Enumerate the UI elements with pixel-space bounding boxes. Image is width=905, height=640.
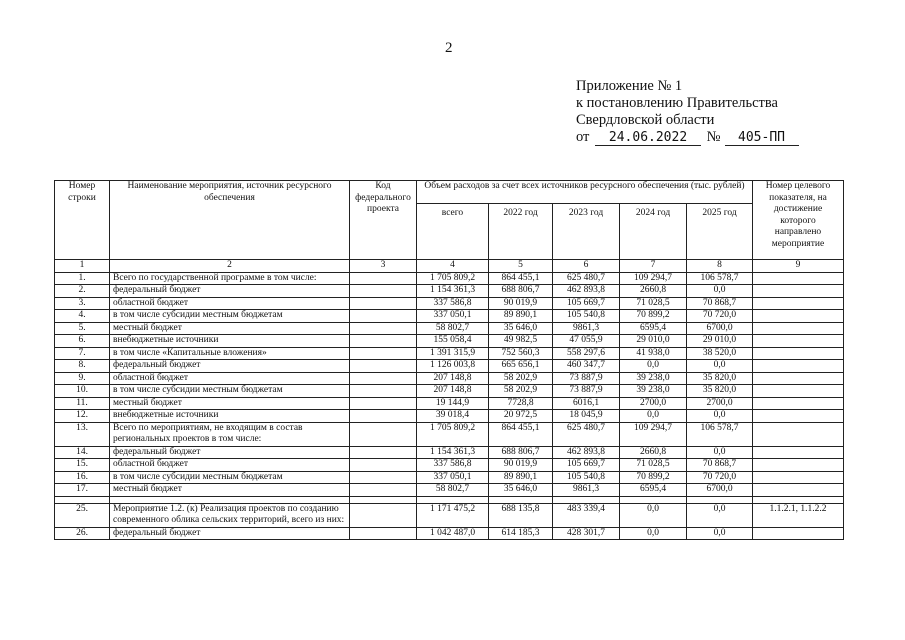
row-2022-cell: 752 560,3 [489, 347, 553, 360]
row-2022-cell: 35 646,0 [489, 484, 553, 497]
table-row [55, 285, 844, 298]
row-total-cell: 337 050,1 [417, 310, 489, 323]
row-2025-cell: 0,0 [687, 446, 753, 459]
row-2025-cell: 70 868,7 [687, 459, 753, 472]
decree-number: 405-ПП [725, 130, 799, 146]
row-number-cell: 12. [55, 410, 110, 423]
row-2025-cell: 0,0 [687, 360, 753, 373]
row-federal-code-cell [350, 360, 417, 373]
row-federal-code-cell [350, 503, 417, 527]
row-2023-cell: 462 893,8 [553, 285, 620, 298]
row-2025-cell: 106 578,7 [687, 422, 753, 446]
row-2025-cell: 2700,0 [687, 397, 753, 410]
row-number-cell: 2. [55, 285, 110, 298]
row-number-cell: 8. [55, 360, 110, 373]
table-row [55, 422, 844, 446]
row-federal-code-cell [350, 446, 417, 459]
page-number: 2 [445, 40, 453, 56]
row-number-cell: 26. [55, 527, 110, 540]
row-total-cell: 1 391 315,9 [417, 347, 489, 360]
header-2025: 2025 год [687, 204, 753, 260]
table-row [55, 335, 844, 348]
gap-cell [417, 496, 489, 503]
gap-cell [753, 496, 844, 503]
row-2025-cell: 0,0 [687, 503, 753, 527]
table-row [55, 272, 844, 285]
row-2022-cell: 58 202,9 [489, 385, 553, 398]
row-name-cell: Мероприятие 1.2. (к) Реализация проектов по созданию современного облика сельских территорий, всего из них: [110, 503, 350, 527]
row-2023-cell: 460 347,7 [553, 360, 620, 373]
table-row [55, 503, 844, 527]
table-row [55, 297, 844, 310]
row-federal-code-cell [350, 484, 417, 497]
row-2022-cell: 35 646,0 [489, 322, 553, 335]
row-2022-cell: 688 135,8 [489, 503, 553, 527]
row-total-cell: 1 154 361,3 [417, 446, 489, 459]
gap-cell [110, 496, 350, 503]
date-prefix: от [576, 129, 590, 145]
index-cell: 8 [687, 260, 753, 273]
row-2025-cell: 35 820,0 [687, 385, 753, 398]
row-name-cell: федеральный бюджет [110, 285, 350, 298]
row-federal-code-cell [350, 422, 417, 446]
row-2024-cell: 70 899,2 [620, 310, 687, 323]
row-number-cell: 1. [55, 272, 110, 285]
row-number-cell: 3. [55, 297, 110, 310]
row-2024-cell: 39 238,0 [620, 372, 687, 385]
row-name-cell: внебюджетные источники [110, 335, 350, 348]
row-2025-cell: 38 520,0 [687, 347, 753, 360]
row-total-cell: 1 126 003,8 [417, 360, 489, 373]
row-federal-code-cell [350, 410, 417, 423]
row-2023-cell: 73 887,9 [553, 372, 620, 385]
row-name-cell: областной бюджет [110, 459, 350, 472]
row-2024-cell: 2660,8 [620, 285, 687, 298]
table-row [55, 471, 844, 484]
gap-cell [553, 496, 620, 503]
row-2025-cell: 35 820,0 [687, 372, 753, 385]
row-name-cell: в том числе «Капитальные вложения» [110, 347, 350, 360]
row-2024-cell: 0,0 [620, 360, 687, 373]
row-federal-code-cell [350, 397, 417, 410]
index-cell: 1 [55, 260, 110, 273]
row-2022-cell: 89 890,1 [489, 471, 553, 484]
gap-cell [55, 496, 110, 503]
row-target-cell [753, 484, 844, 497]
row-2022-cell: 688 806,7 [489, 446, 553, 459]
row-2025-cell: 70 868,7 [687, 297, 753, 310]
row-total-cell: 58 802,7 [417, 484, 489, 497]
row-2023-cell: 18 045,9 [553, 410, 620, 423]
table-row [55, 310, 844, 323]
row-2025-cell: 0,0 [687, 527, 753, 540]
table-row [55, 322, 844, 335]
row-2025-cell: 29 010,0 [687, 335, 753, 348]
row-2024-cell: 109 294,7 [620, 422, 687, 446]
row-name-cell: местный бюджет [110, 397, 350, 410]
row-number-cell: 13. [55, 422, 110, 446]
row-federal-code-cell [350, 310, 417, 323]
row-total-cell: 207 148,8 [417, 385, 489, 398]
row-2025-cell: 0,0 [687, 285, 753, 298]
header-volume: Объем расходов за счет всех источников ресурсного обеспечения (тыс. рублей) [417, 181, 753, 204]
number-prefix: № [706, 129, 721, 145]
index-cell: 3 [350, 260, 417, 273]
row-name-cell: Всего по мероприятиям, не входящим в состав региональных проектов в том числе: [110, 422, 350, 446]
expenditure-table [54, 180, 844, 540]
decree-date: 24.06.2022 [595, 130, 701, 146]
row-2023-cell: 6016,1 [553, 397, 620, 410]
row-target-cell [753, 335, 844, 348]
table-row [55, 410, 844, 423]
index-cell: 5 [489, 260, 553, 273]
row-2022-cell: 58 202,9 [489, 372, 553, 385]
row-total-cell: 337 586,8 [417, 297, 489, 310]
row-2024-cell: 6595,4 [620, 322, 687, 335]
row-2022-cell: 864 455,1 [489, 272, 553, 285]
row-2022-cell: 614 185,3 [489, 527, 553, 540]
row-target-cell [753, 272, 844, 285]
row-number-cell: 11. [55, 397, 110, 410]
row-number-cell: 9. [55, 372, 110, 385]
appendix-date-line [576, 129, 799, 146]
row-name-cell: в том числе субсидии местным бюджетам [110, 385, 350, 398]
row-2025-cell: 6700,0 [687, 322, 753, 335]
row-2022-cell: 90 019,9 [489, 459, 553, 472]
index-cell: 2 [110, 260, 350, 273]
row-name-cell: в том числе субсидии местным бюджетам [110, 310, 350, 323]
row-total-cell: 337 050,1 [417, 471, 489, 484]
header-row [55, 181, 844, 204]
table-row [55, 347, 844, 360]
row-target-cell [753, 446, 844, 459]
row-total-cell: 1 705 809,2 [417, 272, 489, 285]
row-name-cell: внебюджетные источники [110, 410, 350, 423]
row-name-cell: местный бюджет [110, 322, 350, 335]
row-2024-cell: 109 294,7 [620, 272, 687, 285]
row-number-cell: 16. [55, 471, 110, 484]
row-2022-cell: 20 972,5 [489, 410, 553, 423]
row-federal-code-cell [350, 385, 417, 398]
row-number-cell: 15. [55, 459, 110, 472]
row-2023-cell: 625 480,7 [553, 422, 620, 446]
row-total-cell: 1 042 487,0 [417, 527, 489, 540]
row-2023-cell: 428 301,7 [553, 527, 620, 540]
row-target-cell [753, 385, 844, 398]
row-2024-cell: 2660,8 [620, 446, 687, 459]
row-2022-cell: 7728,8 [489, 397, 553, 410]
row-number-cell: 17. [55, 484, 110, 497]
row-2023-cell: 483 339,4 [553, 503, 620, 527]
row-2022-cell: 665 656,1 [489, 360, 553, 373]
row-target-cell [753, 360, 844, 373]
row-target-cell [753, 410, 844, 423]
row-target-cell [753, 372, 844, 385]
appendix-decree: к постановлению Правительства [576, 95, 778, 111]
gap-cell [620, 496, 687, 503]
index-cell: 7 [620, 260, 687, 273]
index-row [55, 260, 844, 273]
row-total-cell: 19 144,9 [417, 397, 489, 410]
header-2023: 2023 год [553, 204, 620, 260]
row-2023-cell: 73 887,9 [553, 385, 620, 398]
row-2023-cell: 105 540,8 [553, 471, 620, 484]
row-2024-cell: 0,0 [620, 527, 687, 540]
row-target-cell [753, 310, 844, 323]
row-name-cell: областной бюджет [110, 372, 350, 385]
row-number-cell: 10. [55, 385, 110, 398]
table-row [55, 527, 844, 540]
row-target-cell [753, 347, 844, 360]
row-2024-cell: 2700,0 [620, 397, 687, 410]
row-federal-code-cell [350, 471, 417, 484]
row-target-cell [753, 297, 844, 310]
table-row [55, 385, 844, 398]
row-2022-cell: 89 890,1 [489, 310, 553, 323]
table-gap-row [55, 496, 844, 503]
header-2022: 2022 год [489, 204, 553, 260]
row-2023-cell: 9861,3 [553, 484, 620, 497]
row-name-cell: федеральный бюджет [110, 527, 350, 540]
table-row [55, 459, 844, 472]
row-2025-cell: 0,0 [687, 410, 753, 423]
row-2023-cell: 462 893,8 [553, 446, 620, 459]
header-2024: 2024 год [620, 204, 687, 260]
row-2025-cell: 70 720,0 [687, 471, 753, 484]
row-number-cell: 4. [55, 310, 110, 323]
row-target-cell [753, 397, 844, 410]
row-2024-cell: 71 028,5 [620, 297, 687, 310]
appendix-region: Свердловской области [576, 112, 715, 128]
row-2023-cell: 625 480,7 [553, 272, 620, 285]
row-federal-code-cell [350, 322, 417, 335]
row-total-cell: 207 148,8 [417, 372, 489, 385]
row-total-cell: 337 586,8 [417, 459, 489, 472]
row-2024-cell: 29 010,0 [620, 335, 687, 348]
row-2022-cell: 49 982,5 [489, 335, 553, 348]
row-target-cell [753, 322, 844, 335]
row-target-cell [753, 527, 844, 540]
row-2025-cell: 70 720,0 [687, 310, 753, 323]
gap-cell [350, 496, 417, 503]
row-total-cell: 58 802,7 [417, 322, 489, 335]
row-2022-cell: 864 455,1 [489, 422, 553, 446]
row-total-cell: 39 018,4 [417, 410, 489, 423]
row-2024-cell: 0,0 [620, 410, 687, 423]
header-total: всего [417, 204, 489, 260]
row-federal-code-cell [350, 285, 417, 298]
row-total-cell: 155 058,4 [417, 335, 489, 348]
appendix-block [576, 78, 799, 146]
row-number-cell: 5. [55, 322, 110, 335]
row-federal-code-cell [350, 335, 417, 348]
row-2025-cell: 106 578,7 [687, 272, 753, 285]
header-row-number: Номер строки [55, 181, 110, 260]
header-federal-code: Код федерального проекта [350, 181, 417, 260]
row-2024-cell: 39 238,0 [620, 385, 687, 398]
row-2024-cell: 70 899,2 [620, 471, 687, 484]
row-name-cell: федеральный бюджет [110, 446, 350, 459]
row-federal-code-cell [350, 272, 417, 285]
row-2023-cell: 47 055,9 [553, 335, 620, 348]
row-name-cell: областной бюджет [110, 297, 350, 310]
table-row [55, 484, 844, 497]
index-cell: 9 [753, 260, 844, 273]
gap-cell [687, 496, 753, 503]
row-2023-cell: 105 669,7 [553, 459, 620, 472]
row-2023-cell: 105 540,8 [553, 310, 620, 323]
row-federal-code-cell [350, 297, 417, 310]
gap-cell [489, 496, 553, 503]
row-name-cell: федеральный бюджет [110, 360, 350, 373]
row-number-cell: 7. [55, 347, 110, 360]
row-2024-cell: 41 938,0 [620, 347, 687, 360]
row-target-cell [753, 285, 844, 298]
row-2023-cell: 558 297,6 [553, 347, 620, 360]
header-target: Номер целевого показателя, на достижение которого направлено мероприятие [753, 181, 844, 260]
row-2024-cell: 71 028,5 [620, 459, 687, 472]
row-federal-code-cell [350, 372, 417, 385]
row-name-cell: в том числе субсидии местным бюджетам [110, 471, 350, 484]
table-row [55, 397, 844, 410]
row-federal-code-cell [350, 347, 417, 360]
row-total-cell: 1 705 809,2 [417, 422, 489, 446]
row-number-cell: 6. [55, 335, 110, 348]
table-row [55, 360, 844, 373]
row-2024-cell: 6595,4 [620, 484, 687, 497]
row-total-cell: 1 171 475,2 [417, 503, 489, 527]
row-name-cell: местный бюджет [110, 484, 350, 497]
row-target-cell [753, 422, 844, 446]
row-target-cell [753, 459, 844, 472]
row-federal-code-cell [350, 527, 417, 540]
table-row [55, 446, 844, 459]
header-name: Наименование мероприятия, источник ресурсного обеспечения [110, 181, 350, 260]
row-2022-cell: 688 806,7 [489, 285, 553, 298]
row-number-cell: 14. [55, 446, 110, 459]
row-2023-cell: 9861,3 [553, 322, 620, 335]
appendix-title: Приложение № 1 [576, 78, 683, 94]
row-federal-code-cell [350, 459, 417, 472]
row-2022-cell: 90 019,9 [489, 297, 553, 310]
index-cell: 4 [417, 260, 489, 273]
row-target-cell: 1.1.2.1, 1.1.2.2 [753, 503, 844, 527]
table-row [55, 372, 844, 385]
index-cell: 6 [553, 260, 620, 273]
row-2024-cell: 0,0 [620, 503, 687, 527]
row-target-cell [753, 471, 844, 484]
row-name-cell: Всего по государственной программе в том числе: [110, 272, 350, 285]
row-2023-cell: 105 669,7 [553, 297, 620, 310]
row-number-cell: 25. [55, 503, 110, 527]
row-2025-cell: 6700,0 [687, 484, 753, 497]
row-total-cell: 1 154 361,3 [417, 285, 489, 298]
